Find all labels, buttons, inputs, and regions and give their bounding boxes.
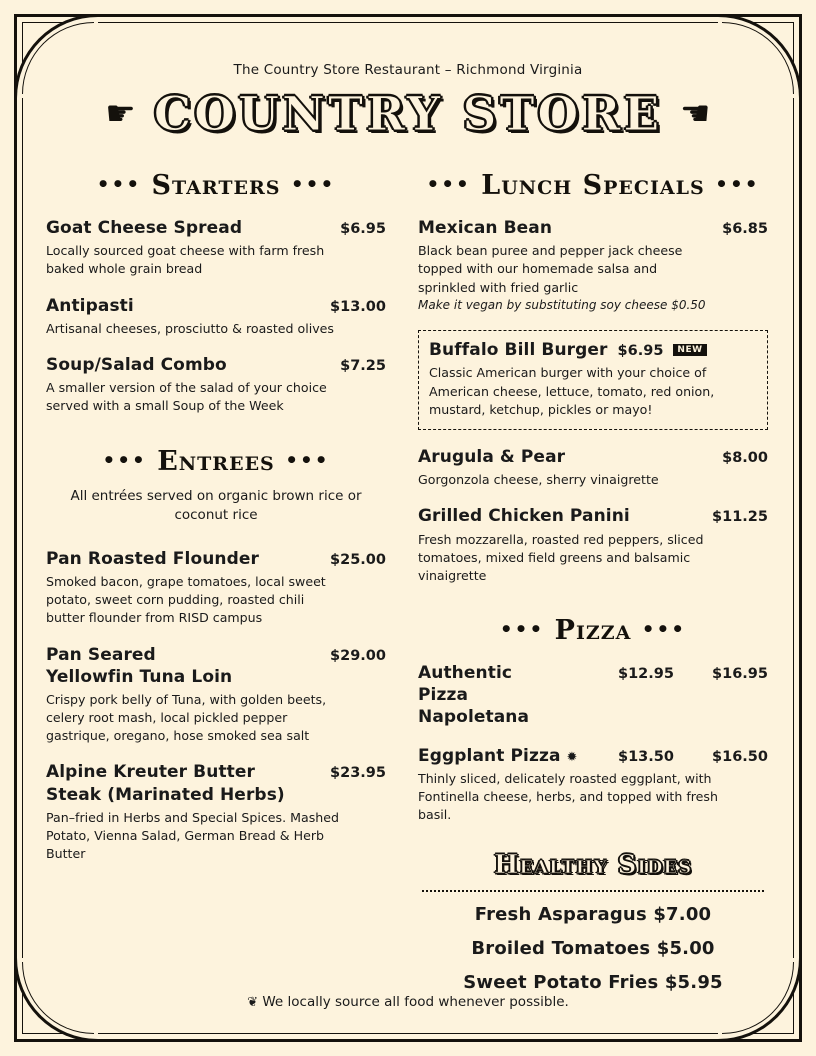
- menu-item: [418, 662, 768, 728]
- side-item: [418, 904, 768, 925]
- menu-item-price: $8.00: [722, 450, 768, 467]
- pointing-hand-icon-right: ☛: [680, 94, 711, 134]
- menu-item-header: [418, 217, 768, 239]
- menu-item-header: [46, 548, 386, 570]
- section-title-lunch-specials: Lunch Specials: [481, 170, 705, 201]
- menu-item: [46, 217, 386, 279]
- menu-item-subnote: Make it vegan by substituting soy cheese $0.50: [418, 297, 706, 312]
- menu-item-name: Soup/Salad Combo: [46, 354, 227, 375]
- menu-item-price: $6.85: [722, 221, 768, 237]
- menu-item-price-group: [618, 666, 768, 682]
- section-heading-starters: [46, 170, 386, 201]
- asterisk-mark-icon: ✹: [566, 749, 578, 765]
- menu-item-name: Pan Roasted Flounder: [46, 548, 260, 569]
- menu-item-description: Crispy pork belly of Tuna, with golden beets, celery root mash, local pickled pepper gastrique, oregano, hose smoked sea salt: [46, 691, 327, 744]
- side-item-name: Fresh Asparagus: [474, 904, 647, 926]
- menu-item-description: A smaller version of the salad of your choice served with a small Soup of the Week: [46, 380, 327, 414]
- section-title-healthy-sides: Healthy Sides: [493, 850, 693, 881]
- menu-item-name: Alpine Kreuter Butter Steak (Marinated Herbs): [46, 762, 285, 805]
- menu-item-price: $6.95: [617, 343, 664, 360]
- footer-text: We locally source all food whenever possible.: [262, 994, 569, 1010]
- menu-item: [418, 505, 768, 585]
- menu-item-header: [46, 217, 386, 239]
- section-title-pizza: Pizza: [554, 615, 632, 647]
- divider-dotted: [422, 890, 764, 892]
- section-heading-pizza: [418, 615, 768, 646]
- menu-item-name: Arugula & Pear: [418, 447, 566, 468]
- menu-item-price: $11.25: [712, 509, 768, 526]
- menu-item-name: Antipasti: [46, 295, 134, 316]
- menu-item: [418, 745, 768, 825]
- side-item-name: Broiled Tomatoes: [471, 938, 651, 960]
- menu-item-name: [418, 745, 578, 767]
- section-heading-lunch-specials: [418, 170, 768, 201]
- menu-item-name: Pan Seared Yellowfin Tuna Loin: [46, 644, 233, 687]
- menu-item: [46, 644, 386, 746]
- ornament-dots-left: •••: [499, 617, 545, 642]
- menu-item-name: Buffalo Bill Burger: [429, 340, 608, 361]
- menu-item-name: Grilled Chicken Panini: [418, 506, 630, 527]
- menu-item-name: Goat Cheese Spread: [46, 218, 243, 238]
- healthy-sides-block: [418, 850, 768, 993]
- menu-item-price-group: [618, 749, 768, 765]
- ornament-dots-right: •••: [290, 172, 336, 196]
- menu-item-price: $6.95: [340, 221, 386, 237]
- menu-item: [46, 354, 386, 416]
- menu-item-price-small: $12.95: [618, 666, 674, 683]
- menu-item-description: Black bean puree and pepper jack cheese topped with our homemade salsa and sprinkled with fried garlic: [418, 243, 683, 295]
- side-item-name: Sweet Potato Fries: [463, 972, 659, 994]
- section-title-entrees: Entrees: [157, 445, 275, 477]
- menu-item-price-large: $16.95: [712, 666, 768, 683]
- menu-item-header: [429, 339, 757, 361]
- ornament-dots-left: •••: [96, 172, 142, 196]
- ornament-dots-left: •••: [426, 172, 471, 196]
- menu-columns: [46, 170, 770, 1006]
- right-column: [418, 170, 768, 1006]
- menu-item-price: $23.95: [330, 765, 386, 782]
- menu-item: [46, 548, 386, 628]
- title-bar: [0, 86, 816, 142]
- ornament-dots-left: •••: [102, 447, 147, 472]
- left-column: [46, 170, 386, 1006]
- ornament-dots-right: •••: [715, 172, 760, 196]
- side-item: [418, 938, 768, 959]
- menu-item-header: [46, 644, 386, 688]
- menu-item: [46, 295, 386, 338]
- leaf-icon: ❦: [247, 995, 259, 1010]
- pointing-hand-icon-left: ☛: [105, 94, 136, 134]
- menu-item-description: Locally sourced goat cheese with farm fresh baked whole grain bread: [46, 243, 325, 277]
- menu-item-price-small: $13.50: [618, 748, 674, 765]
- section-note-entrees: All entrées served on organic brown rice or coconut rice: [70, 487, 362, 524]
- menu-item-name-text: Eggplant Pizza: [418, 745, 561, 766]
- menu-item-header: [418, 505, 768, 527]
- menu-item-header: [418, 662, 768, 728]
- menu-item-description: Thinly sliced, delicately roasted eggplant, with Fontinella cheese, herbs, and topped with fresh basil.: [418, 770, 718, 823]
- menu-item-description: Gorgonzola cheese, sherry vinaigrette: [418, 472, 659, 488]
- menu-item-description: Smoked bacon, grape tomatoes, local sweet potato, sweet corn pudding, roasted chili butter flounder from RISD campus: [46, 573, 326, 626]
- menu-item: [418, 217, 768, 314]
- menu-item-price: $7.25: [340, 357, 386, 374]
- menu-item-description: Classic American burger with your choice of American cheese, lettuce, tomato, red onion, mustard, ketchup, pickles or mayo!: [429, 365, 715, 417]
- side-item-price: $5.00: [656, 938, 715, 960]
- ornament-dots-right: •••: [285, 447, 330, 472]
- menu-item-name: Mexican Bean: [418, 218, 553, 238]
- menu-item-name: Authentic Pizza Napoletana: [418, 663, 530, 728]
- side-item: [418, 972, 768, 993]
- menu-item-price: $29.00: [330, 647, 386, 664]
- menu-item-description: Fresh mozzarella, roasted red peppers, sliced tomatoes, mixed field greens and balsamic vinaigrette: [418, 531, 704, 584]
- status-badge-new: NEW: [673, 344, 706, 356]
- menu-item-description: Pan–fried in Herbs and Special Spices. Mashed Potato, Vienna Salad, German Bread & Herb Butter: [46, 809, 339, 862]
- section-heading-entrees: [46, 446, 386, 477]
- side-item-price: $5.95: [664, 972, 723, 994]
- menu-item-header: [418, 446, 768, 468]
- menu-item-header: [46, 295, 386, 317]
- menu-item: [418, 446, 768, 489]
- menu-item-price: $25.00: [330, 551, 386, 568]
- menu-item-price-large: $16.50: [712, 748, 768, 765]
- footer-note: [0, 994, 816, 1010]
- page-title: COUNTRY STORE: [153, 86, 663, 142]
- menu-item-price: $13.00: [330, 298, 386, 315]
- menu-item: [46, 761, 386, 863]
- menu-item-header: [418, 745, 768, 767]
- restaurant-subtitle: The Country Store Restaurant – Richmond Virginia: [233, 62, 583, 78]
- menu-item-header: [46, 761, 386, 805]
- menu-item-description: Artisanal cheeses, prosciutto & roasted olives: [46, 320, 334, 336]
- section-title-starters: Starters: [151, 170, 281, 201]
- featured-menu-item: [418, 330, 768, 430]
- menu-item-header: [46, 354, 386, 376]
- ornament-dots-right: •••: [641, 617, 687, 642]
- side-item-price: $7.00: [653, 904, 712, 926]
